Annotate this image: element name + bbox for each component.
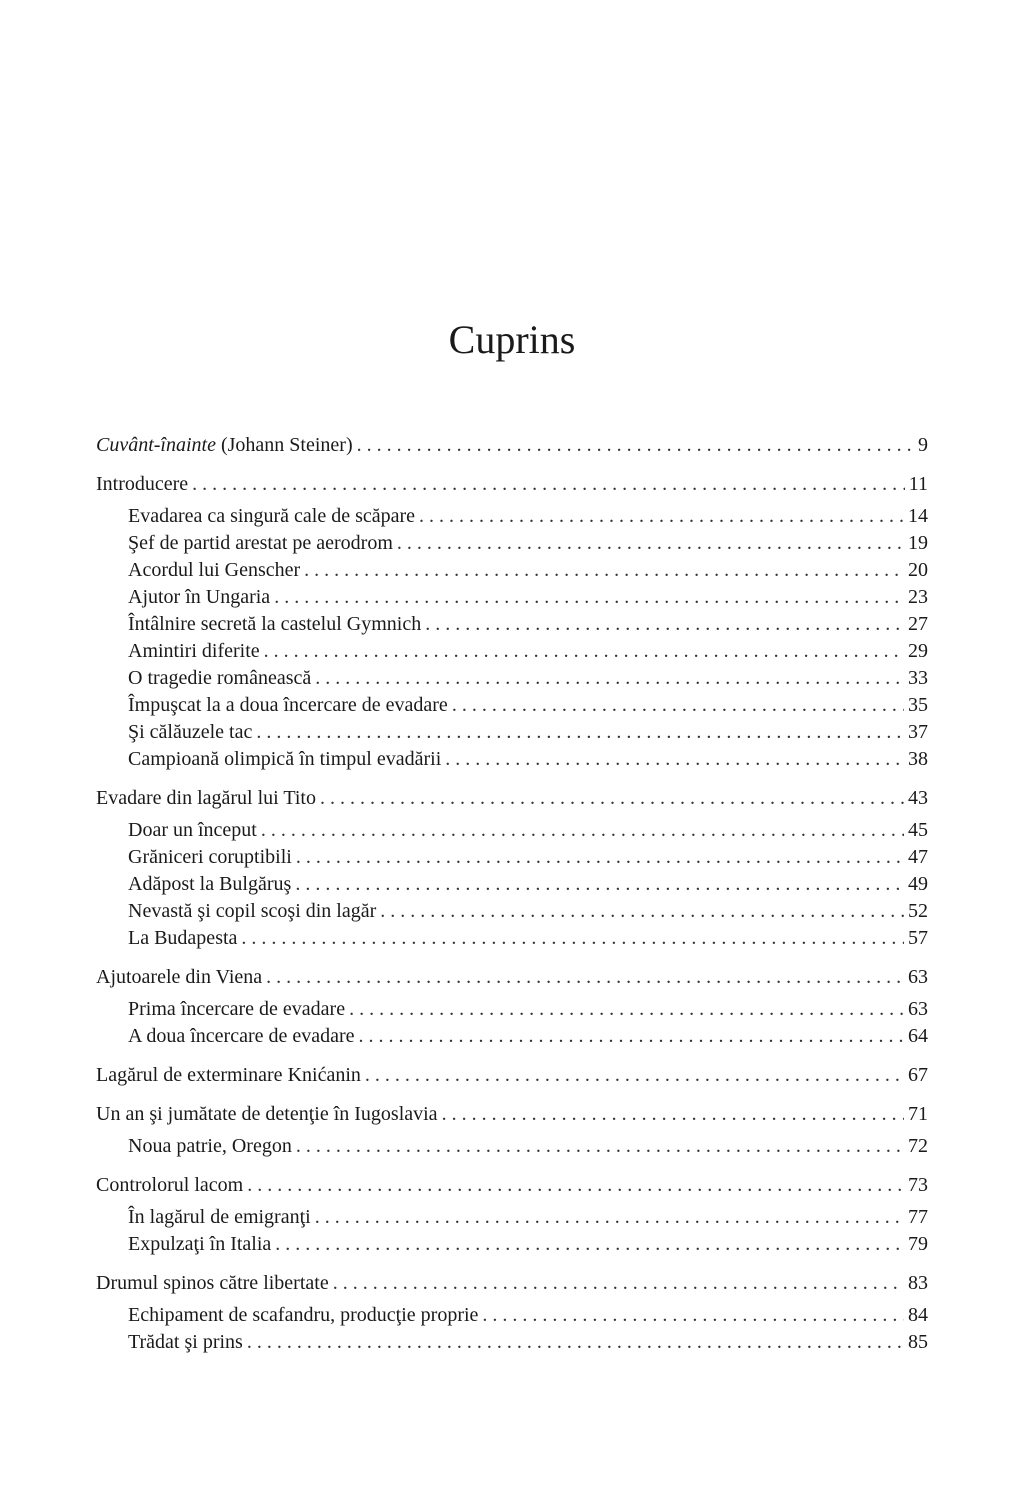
toc-chapter[interactable] — [96, 1270, 928, 1297]
toc-entry-title — [128, 1133, 292, 1160]
dot-leader — [315, 665, 904, 692]
toc-entry-title-text: Echipament de scafandru, producţie proprie — [128, 1304, 479, 1326]
toc-page-number: 37 — [908, 721, 928, 743]
dot-leader — [261, 817, 904, 844]
toc-entry-title-text: Şef de partid arestat pe aerodrom — [128, 532, 393, 554]
toc-entry-title — [128, 898, 376, 925]
toc-page-number: 23 — [908, 586, 928, 608]
dot-leader — [442, 1101, 904, 1128]
toc-page-number: 35 — [908, 694, 928, 716]
toc-page-number: 20 — [908, 559, 928, 581]
dot-leader — [425, 611, 904, 638]
toc-subentry[interactable] — [96, 665, 928, 692]
dot-leader — [295, 871, 904, 898]
dot-leader — [247, 1172, 904, 1199]
dot-leader — [452, 692, 904, 719]
toc-entry-title-text: Controlorul lacom — [96, 1174, 244, 1196]
toc-chapter[interactable] — [96, 1172, 928, 1199]
toc-subentry[interactable] — [96, 638, 928, 665]
dot-leader — [320, 785, 904, 812]
dot-leader — [365, 1062, 904, 1089]
toc-entry-title-italic: Cuvânt-înainte — [96, 434, 216, 456]
toc-entry-title — [128, 1302, 478, 1329]
toc-page-number: 47 — [908, 846, 928, 868]
dot-leader — [333, 1270, 904, 1297]
toc-entry-title-text: Şi călăuzele tac — [128, 721, 253, 743]
toc-section — [96, 1270, 928, 1356]
toc-page-number: 29 — [908, 640, 928, 662]
toc-entry-title-text: O tragedie românească — [128, 667, 312, 689]
toc-page-number: 14 — [908, 505, 928, 527]
dot-leader — [274, 584, 904, 611]
toc-page-number: 52 — [908, 900, 928, 922]
toc-entry-title-text: Ajutor în Ungaria — [128, 586, 271, 608]
toc-page-number: 73 — [908, 1174, 928, 1196]
toc-chapter[interactable] — [96, 964, 928, 991]
toc-entry-title — [96, 1101, 438, 1128]
dot-leader — [264, 638, 904, 665]
toc-subentry[interactable] — [96, 746, 928, 773]
toc-entry-title — [128, 844, 292, 871]
toc-subentry[interactable] — [96, 611, 928, 638]
toc-page-number: 71 — [908, 1103, 928, 1125]
toc-subentry[interactable] — [96, 844, 928, 871]
dot-leader — [419, 503, 904, 530]
toc-entry-title-text: Evadare din lagărul lui Tito — [96, 787, 316, 809]
toc-page-number: 77 — [908, 1206, 928, 1228]
dot-leader — [357, 432, 914, 459]
toc-entry-title-text: Întâlnire secretă la castelul Gymnich — [128, 613, 422, 635]
table-of-contents — [96, 432, 928, 1368]
dot-leader — [482, 1302, 904, 1329]
toc-subentry[interactable] — [96, 996, 928, 1023]
toc-entry-title-text: Împuşcat la a doua încercare de evadare — [128, 694, 448, 716]
toc-section — [96, 1101, 928, 1160]
dot-leader — [359, 1023, 904, 1050]
toc-subentry[interactable] — [96, 584, 928, 611]
toc-entry-title — [96, 1172, 243, 1199]
toc-page-number: 27 — [908, 613, 928, 635]
toc-entry-title — [128, 611, 421, 638]
toc-page-number: 84 — [908, 1304, 928, 1326]
toc-entry-title-text: Doar un început — [128, 819, 257, 841]
toc-subentry[interactable] — [96, 719, 928, 746]
toc-entry-title-text: Trădat şi prins — [128, 1331, 243, 1353]
toc-subentry[interactable] — [96, 1023, 928, 1050]
toc-section — [96, 1172, 928, 1258]
toc-chapter[interactable] — [96, 432, 928, 459]
toc-entry-title — [128, 1231, 271, 1258]
toc-entry-title-text: Drumul spinos către libertate — [96, 1272, 329, 1294]
dot-leader — [296, 844, 904, 871]
toc-page-number: 49 — [908, 873, 928, 895]
dot-leader — [296, 1133, 904, 1160]
dot-leader — [349, 996, 904, 1023]
toc-entry-title-text: Prima încercare de evadare — [128, 998, 346, 1020]
toc-entry-title-text: Un an şi jumătate de detenţie în Iugoslavia — [96, 1103, 438, 1125]
toc-page-number: 11 — [908, 473, 928, 495]
toc-page-number: 72 — [908, 1135, 928, 1157]
toc-entry-title-text: Amintiri diferite — [128, 640, 260, 662]
toc-page-number: 67 — [908, 1064, 928, 1086]
dot-leader — [247, 1329, 904, 1356]
toc-subentry[interactable] — [96, 898, 928, 925]
toc-entry-title-text: Introducere — [96, 473, 189, 495]
toc-page-number: 43 — [908, 787, 928, 809]
toc-page-number: 57 — [908, 927, 928, 949]
dot-leader — [397, 530, 904, 557]
toc-entry-title — [128, 871, 291, 898]
toc-page-number: 45 — [908, 819, 928, 841]
toc-entry-title — [128, 746, 441, 773]
toc-entry-title — [128, 503, 415, 530]
toc-subentry[interactable] — [96, 1204, 928, 1231]
dot-leader — [266, 964, 904, 991]
toc-entry-title — [128, 719, 252, 746]
toc-page-number: 19 — [908, 532, 928, 554]
toc-section — [96, 432, 928, 459]
toc-entry-title-text: Evadarea ca singură cale de scăpare — [128, 505, 416, 527]
toc-entry-title — [96, 471, 188, 498]
toc-page-number: 85 — [908, 1331, 928, 1353]
toc-entry-title-text: Acordul lui Genscher — [128, 559, 301, 581]
toc-chapter[interactable] — [96, 1101, 928, 1128]
toc-page-number: 64 — [908, 1025, 928, 1047]
toc-chapter[interactable] — [96, 471, 928, 498]
toc-entry-title — [128, 530, 393, 557]
toc-page-number: 63 — [908, 966, 928, 988]
toc-entry-title — [96, 432, 353, 459]
toc-entry-title-text: În lagărul de emigranţi — [128, 1206, 311, 1228]
toc-subentry[interactable] — [96, 692, 928, 719]
dot-leader — [275, 1231, 904, 1258]
dot-leader — [304, 557, 904, 584]
toc-entry-title-text: Grăniceri coruptibili — [128, 846, 292, 868]
toc-chapter[interactable] — [96, 785, 928, 812]
toc-entry-title-text: A doua încercare de evadare — [128, 1025, 355, 1047]
toc-subentry[interactable] — [96, 817, 928, 844]
toc-entry-title — [128, 692, 448, 719]
toc-entry-title — [128, 1023, 355, 1050]
toc-section — [96, 471, 928, 773]
toc-entry-title-text: Adăpost la Bulgăruş — [128, 873, 292, 895]
toc-entry-title — [128, 1329, 243, 1356]
toc-entry-title-text: Noua patrie, Oregon — [128, 1135, 292, 1157]
toc-subentry[interactable] — [96, 530, 928, 557]
dot-leader — [315, 1204, 904, 1231]
toc-subentry[interactable] — [96, 557, 928, 584]
toc-entry-title — [128, 817, 257, 844]
toc-entry-title-text: (Johann Steiner) — [215, 434, 353, 456]
toc-section — [96, 785, 928, 952]
toc-subentry[interactable] — [96, 871, 928, 898]
dot-leader — [380, 898, 904, 925]
toc-entry-title-text: Expulzaţi în Italia — [128, 1233, 272, 1255]
toc-entry-title-text: Nevastă şi copil scoşi din lagăr — [128, 900, 377, 922]
toc-entry-title-text: Lagărul de exterminare Knićanin — [96, 1064, 361, 1086]
toc-chapter[interactable] — [96, 1062, 928, 1089]
toc-page-number: 63 — [908, 998, 928, 1020]
toc-subentry[interactable] — [96, 1133, 928, 1160]
toc-page-number: 83 — [908, 1272, 928, 1294]
toc-subentry[interactable] — [96, 1231, 928, 1258]
page-title: Cuprins — [448, 317, 576, 362]
toc-entry-title — [96, 1062, 361, 1089]
toc-entry-title — [128, 665, 311, 692]
toc-entry-title — [128, 557, 300, 584]
toc-entry-title — [128, 584, 270, 611]
toc-entry-title — [128, 638, 260, 665]
toc-page-number: 38 — [908, 748, 928, 770]
dot-leader — [241, 925, 904, 952]
toc-page-number: 33 — [908, 667, 928, 689]
toc-section — [96, 1062, 928, 1089]
toc-section — [96, 964, 928, 1050]
dot-leader — [445, 746, 904, 773]
toc-entry-title-text: Ajutoarele din Viena — [96, 966, 263, 988]
toc-entry-title — [96, 964, 262, 991]
toc-subentry[interactable] — [96, 1302, 928, 1329]
dot-leader — [192, 471, 905, 498]
toc-subentry[interactable] — [96, 503, 928, 530]
toc-entry-title — [128, 1204, 311, 1231]
toc-page-number: 79 — [908, 1233, 928, 1255]
toc-entry-title — [96, 1270, 329, 1297]
toc-entry-title — [128, 996, 345, 1023]
toc-subentry[interactable] — [96, 925, 928, 952]
toc-entry-title-text: Campioană olimpică în timpul evadării — [128, 748, 442, 770]
toc-subentry[interactable] — [96, 1329, 928, 1356]
toc-entry-title — [128, 925, 237, 952]
toc-entry-title-text: La Budapesta — [128, 927, 238, 949]
toc-entry-title — [96, 785, 316, 812]
dot-leader — [256, 719, 904, 746]
toc-page-number: 9 — [918, 434, 928, 456]
